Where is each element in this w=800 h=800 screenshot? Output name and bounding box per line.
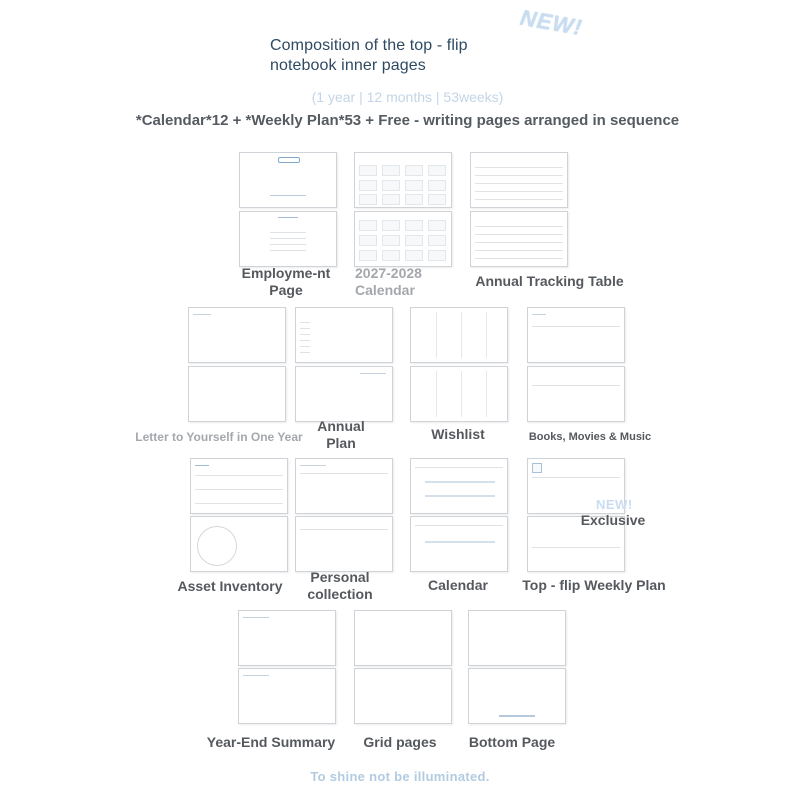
calendar-2027-thumb-top	[354, 152, 452, 208]
asset-inventory-thumb-top	[190, 458, 288, 514]
exclusive-label: Exclusive	[580, 512, 646, 528]
personal-collection-thumb-bottom	[295, 516, 393, 572]
weekly-plan-label: Top - flip Weekly Plan	[522, 577, 666, 593]
asset-inventory-thumb-bottom	[190, 516, 288, 572]
books-thumb-bottom	[527, 366, 625, 422]
annual-plan-thumb-top	[295, 307, 393, 363]
annual-plan-thumb-bottom	[295, 366, 393, 422]
new-badge: NEW!	[518, 4, 585, 41]
calendar-2027-thumb-bottom	[354, 211, 452, 267]
calendar-2027-label: 2027-2028 Calendar	[355, 265, 422, 298]
subtitle: (1 year | 12 months | 53weeks)	[311, 89, 504, 105]
grid-pages-thumb-top	[354, 610, 452, 666]
bottom-page-label: Bottom Page	[468, 734, 556, 750]
annual-tracking-thumb-bottom	[470, 211, 568, 267]
footer-slogan: To shine not be illuminated.	[310, 769, 490, 784]
calendar-label: Calendar	[428, 577, 488, 593]
wishlist-label: Wishlist	[431, 426, 485, 442]
personal-collection-label: Personal collection	[307, 569, 373, 602]
letter-thumb-top	[188, 307, 286, 363]
employment-page-label: Employme-nt Page	[241, 265, 331, 298]
year-end-thumb-bottom	[238, 668, 336, 724]
letter-thumb-bottom	[188, 366, 286, 422]
wishlist-thumb-top	[410, 307, 508, 363]
year-end-thumb-top	[238, 610, 336, 666]
personal-collection-thumb-top	[295, 458, 393, 514]
page-title: Composition of the top - flip notebook inner pages	[270, 37, 468, 74]
bottom-page-thumb-top	[468, 610, 566, 666]
books-label: Books, Movies & Music	[528, 431, 652, 443]
grid-pages-thumb-bottom	[354, 668, 452, 724]
wishlist-thumb-bottom	[410, 366, 508, 422]
letter-label: Letter to Yourself in One Year	[135, 430, 303, 444]
bottom-page-thumb-bottom	[468, 668, 566, 724]
calendar-thumb-bottom	[410, 516, 508, 572]
books-thumb-top	[527, 307, 625, 363]
asset-inventory-label: Asset Inventory	[177, 578, 283, 594]
annual-tracking-thumb-top	[470, 152, 568, 208]
annual-plan-label: Annual Plan	[317, 418, 365, 451]
year-end-label: Year-End Summary	[206, 734, 336, 750]
composition-formula: *Calendar*12 + *Weekly Plan*53 + Free - writing pages arranged in sequence	[135, 112, 680, 129]
calendar-thumb-top	[410, 458, 508, 514]
grid-pages-label: Grid pages	[363, 734, 437, 750]
employment-page-thumb-top	[239, 152, 337, 208]
new-exclusive-badge: NEW!	[596, 497, 633, 512]
employment-page-thumb-bottom	[239, 211, 337, 267]
annual-tracking-label: Annual Tracking Table	[475, 273, 624, 289]
